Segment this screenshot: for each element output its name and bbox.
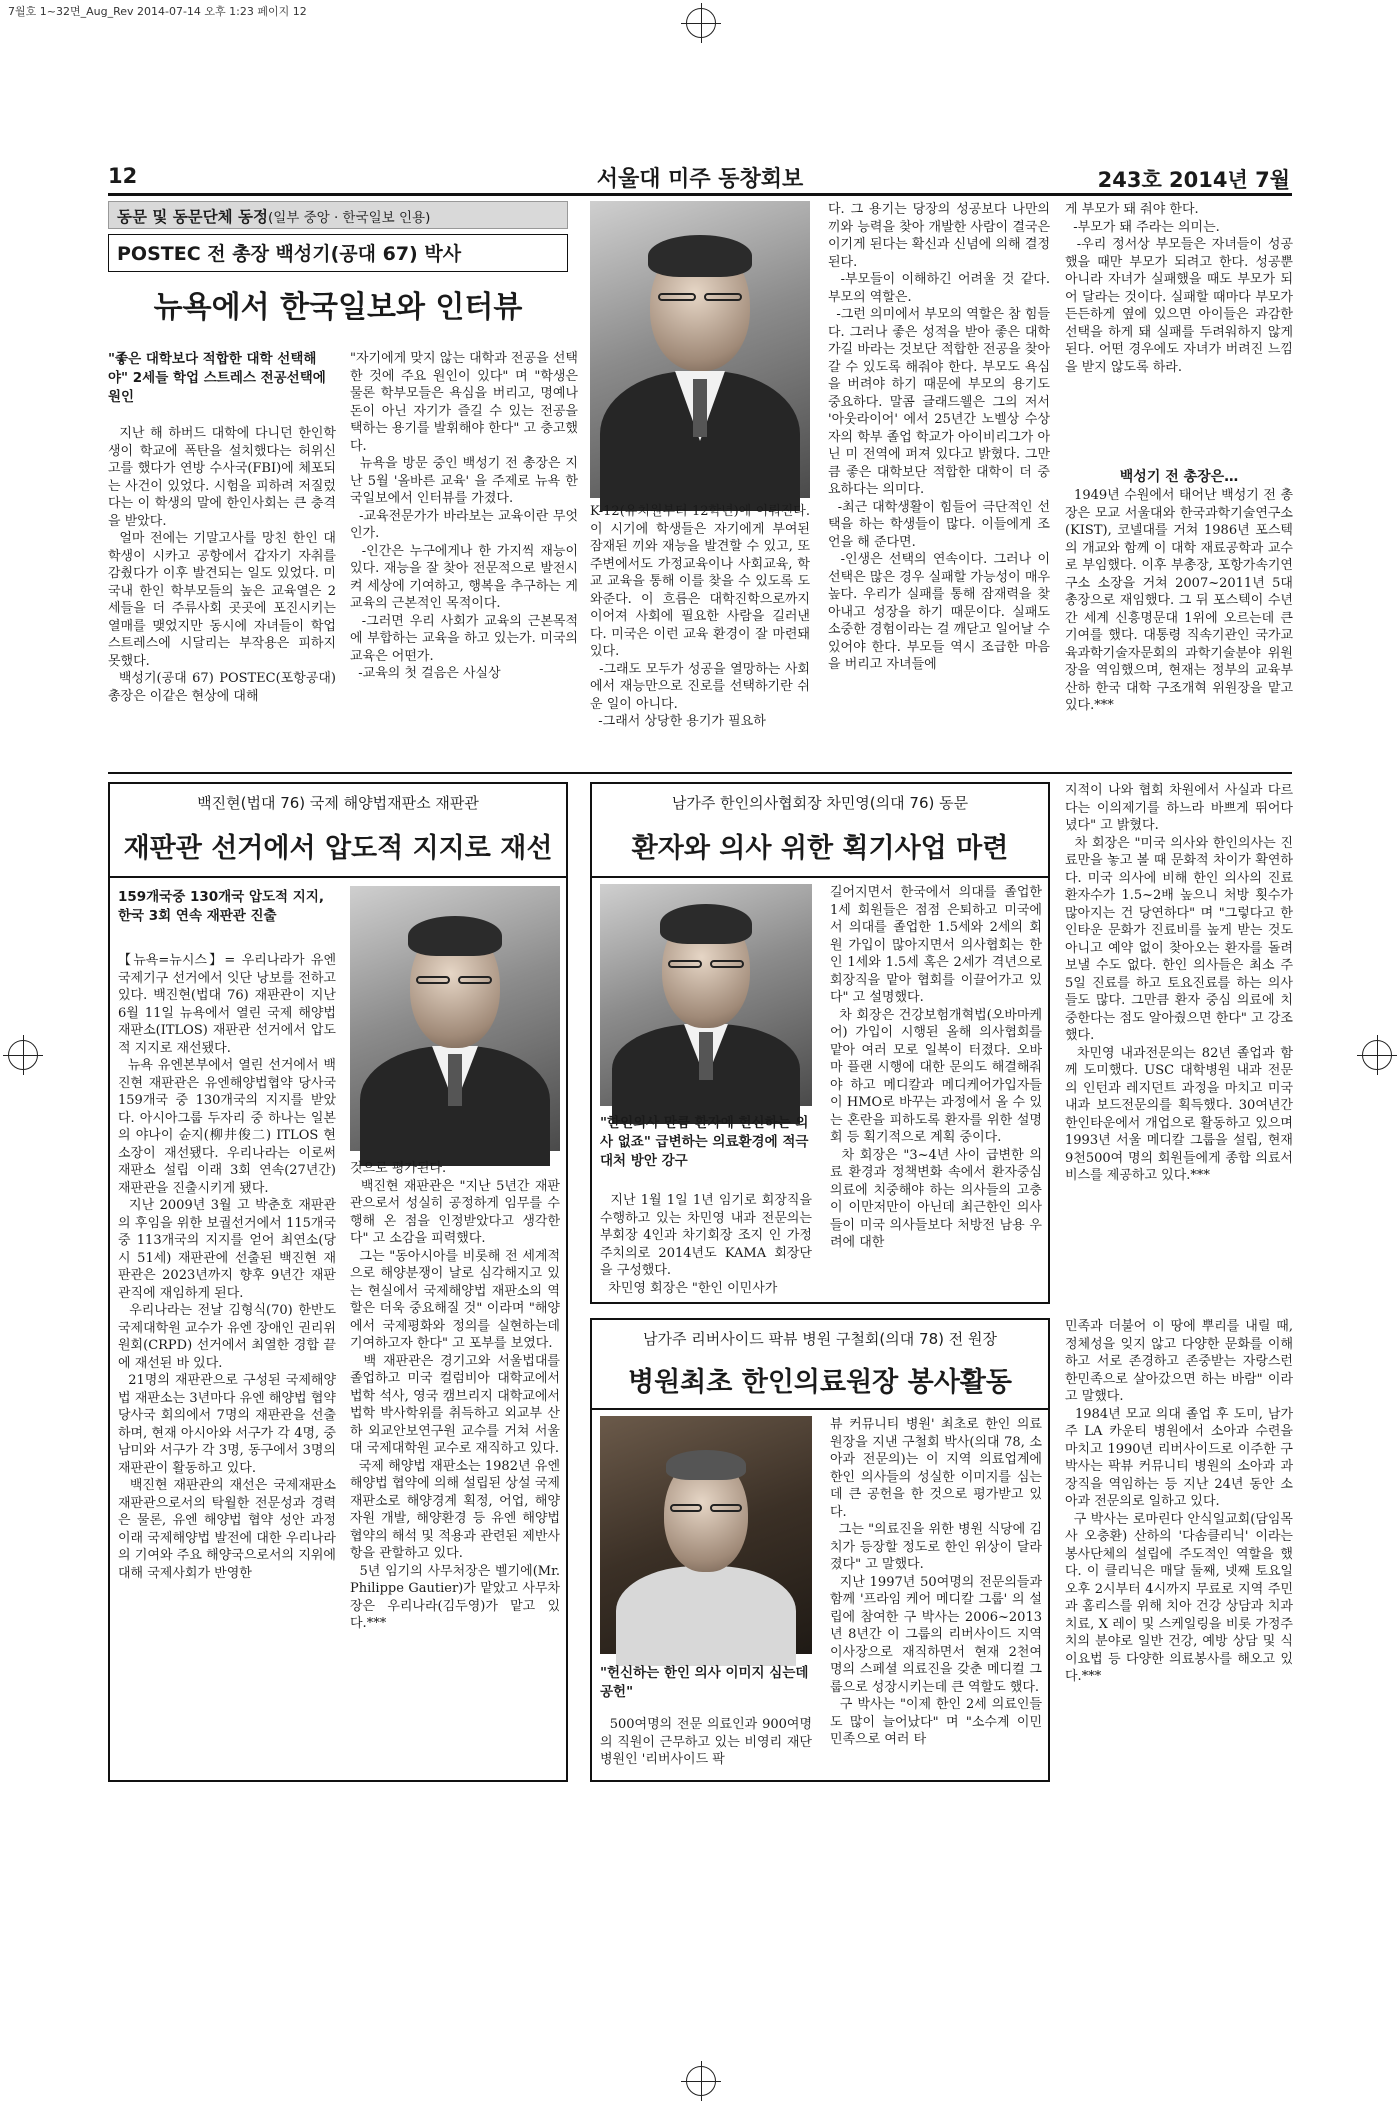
article1-col2: "자기에게 맞지 않는 대학과 전공을 선택한 것에 주요 원인이 있다" 며 "학생은 물론 학부모들은 욕심을 버리고, 명예나 돈이 아닌 자기가 즐길 수 있는 전공을 택하는 용기를 발휘해야 한다" 고 충고했다. 뉴욕을 방문 중인 백성기 전 총장은 지난 5월 '올바른 교육' 을 주제로 뉴욕 한국일보에서 인터뷰를 가졌다. -교육전문가가 바라보는 교육이란 무엇인가. -인간은 누구에게나 한 가지씩 재능이 있다. 재능을 잘 찾아 전문적으로 발전시켜 세상에 기여하고, 행복을 추구하는 게 교육의 근본적인 목적이다. -그러면 우리 사회가 교육의 근본목적에 부합하는 교육을 하고 있는가. 미국의 교육은 어떤가. -교육의 첫 걸음은 사실상 [350, 351, 579, 681]
article4-caption: "헌신하는 한인 의사 이미지 심는데 공헌" [600, 1665, 809, 1700]
section-label-text: 동문 및 동문단체 동정 [117, 208, 268, 226]
photo-figure [616, 1566, 796, 1666]
article3-headline: 환자와 의사 위한 획기사업 마련 [631, 833, 1009, 864]
article1-col1: 지난 해 하버드 대학에 다니던 한인학생이 학교에 폭탄을 설치했다는 허위신고를 했다가 연방 수사국(FBI)에 체포되는 사건이 있었다. 시험을 피하려 저질렀다는 이 학생의 말에 한인사회는 큰 충격을 받았다. 얼마 전에는 기말고사를 망친 한인 대학생이 시카고 공항에서 갑자기 자취를 감췄다가 이후 발견되는 일도 있었다. 미국내 한인 학부모들의 높은 교육열은 2세들을 더 주류사회 곳곳에 포진시키는 열매를 맺었지만 동시에 자녀들이 학업스트레스에 시달리는 부작용은 피하지 못했다. 백성기(공대 67) POSTEC(포항공대) 총장은 이같은 현상에 대해 [108, 426, 336, 704]
article2-kicker: 백진현(법대 76) 국제 해양법재판소 재판관 [197, 794, 479, 812]
section-source: (일부 중앙 · 한국일보 인용) [267, 210, 431, 226]
article1-col4: 다. 그 용기는 당장의 성공보다 나만의 끼와 능력을 찾아 개발한 사람이 결국은 이기게 된다는 확신과 신념에 의해 결정된다. -부모들이 이해하긴 어려울 것 같다. 부모의 역할은. -그런 의미에서 부모의 역할은 참 힘들다. 그러나 좋은 성적을 받아 좋은 대학 가길 바라는 것보단 적합한 전공을 찾아 갈 수 있도록 해줘야 한다. 부모도 욕심을 버려야 하기 때문에 부모의 용기도 중요하다. 말콤 글래드웰은 그의 저서 '아웃라이어' 에서 25년간 노벨상 수상자의 학부 졸업 학교가 아이비리그가 아닌 미 전역에 퍼져 있다고 밝혔다. 그만큼 좋은 대학보단 적합한 대학이 더 중요하다는 의미다. -최근 대학생활이 힘들어 극단적인 선택을 하는 학생들이 많다. 이들에게 조언을 해 준다면. -인생은 선택의 연속이다. 그러나 이 선택은 많은 경우 실패할 가능성이 매우 높다. 우리가 실패를 통해 잠재력을 찾아내고 성장을 하기 때문이다. 실패도 소중한 경험이라는 걸 깨닫고 일어날 수 있어야 한다. 부모들 역시 조급한 마음을 버리고 자녀들에 [828, 202, 1051, 672]
photo-figure [416, 976, 450, 984]
article2-lead: 159개국중 130개국 압도적 지지, 한국 3회 연속 재판관 진출 [118, 889, 324, 924]
registration-mark-icon [8, 1040, 38, 1070]
page-number: 12 [108, 164, 138, 188]
article4-col1: 500여명의 전문 의료인과 900여명의 직원이 근무하고 있는 비영리 재단 병원인 '리버사이드 팍 [600, 1717, 817, 1767]
article1-col5: 게 부모가 돼 줘야 한다. -부모가 돼 주라는 의미는. -우리 정서상 부모들은 자녀들이 성공했을 때만 부모가 되려고 한다. 성공뿐 아니라 자녀가 실패했을 때도 부모가 되어 달라는 것이다. 실패할 때마다 부모가 든든하게 옆에 있으면 아이들은 과감한 선택을 하게 돼 실패를 두려워하지 않게 된다. 어떤 경우에도 자녀가 버려진 느낌을 받지 않도록 하라. [1065, 202, 1294, 375]
photo-figure [648, 235, 752, 277]
article4-rule [590, 1408, 1050, 1410]
article1-lead: "좋은 대학보다 적합한 대학 선택해야" 2세들 학업 스트레스 전공선택에 원인 [108, 351, 326, 405]
print-slug: 7월호 1~32면_Aug_Rev 2014-07-14 오후 1:23 페이지 12 [8, 5, 307, 18]
publication-title: 서울대 미주 동창회보 [596, 167, 804, 192]
article3-rule [590, 876, 1050, 878]
photo-figure [699, 1032, 713, 1080]
photo-figure [666, 1450, 746, 1480]
article4-kicker: 남가주 리버사이드 팍뷰 병원 구철회(의대 78) 전 원장 [643, 1330, 997, 1348]
article1-bio-title: 백성기 전 총장은… [1119, 469, 1239, 485]
article3-col2: 길어지면서 한국에서 의대를 졸업한 1세 회원들은 점점 은퇴하고 미국에서 의대를 졸업한 1.5세와 2세의 회원 가입이 많아지면서 의사협회는 한인 1세와 1.5세 혹은 2세가 격년으로 회장직을 맡아 협회를 이끌어가고 있다" 고 설명했다. 차 회장은 건강보험개혁법(오바마케어) 가입이 시행된 올해 의사협회를 맡아 여러 모로 일복이 터졌다. 오바마 플랜 시행에 대한 문의도 해결해줘야 하고 메디칼과 메디케어가입자들이 HMO로 바꾸는 과정에서 올 수 있는 혼란을 피하도록 환자를 위한 설명회 등 획기적으로 계획 중이다. 차 회장은 "3~4년 사이 급변한 의료 환경과 정책변화 속에서 환자중심 의료에 치중해야 하는 의사들의 고충이 이만저만이 아닌데 최근한인 의사들이 미국 의사들보다 처방전 남용 우려에 대한 [830, 885, 1043, 1250]
article3-caption: "한인의사 만큼 환자에 헌신하는 의사 없죠" 급변하는 의료환경에 적극 대처 방안 강구 [600, 1115, 809, 1169]
article1-headline: 뉴욕에서 한국일보와 인터뷰 [153, 290, 523, 325]
article4-headline: 병원최초 한인의료원장 봉사활동 [628, 1367, 1012, 1398]
photo-baek-sungki [590, 201, 810, 498]
article3-kicker: 남가주 한인의사협회장 차민영(의대 76) 동문 [671, 794, 969, 812]
photo-figure [670, 1504, 702, 1512]
photo-figure [693, 379, 707, 437]
photo-cha-minyoung [600, 884, 812, 1106]
article1-col3: K-12(유치원부터 12학년)에 이뤄진다. 이 시기에 학생들은 자기에게 부여된 잠재된 끼와 재능을 발견할 수 있고, 또 주변에서도 가정교육이나 사회교육, 학교 교육을 통해 이를 찾을 수 있도록 도와준다. 이 흐름은 대학진학으로까지 이어져 사회에 필요한 사람을 길러낸다. 미국은 이런 교육 환경이 잘 마련돼 있다. -그래도 모두가 성공을 열망하는 사회에서 재능만으로 진로를 선택하기란 쉬운 일이 아니다. -그래서 상당한 용기가 필요하 [590, 504, 810, 729]
photo-figure [658, 293, 696, 301]
article1-kicker: POSTEC 전 총장 백성기(공대 67) 박사 [108, 234, 568, 272]
header-rule [108, 193, 1292, 196]
article2-rule [108, 876, 568, 878]
photo-figure [448, 1054, 462, 1106]
photo-figure [668, 960, 702, 968]
article4-col2: 뷰 커뮤니티 병원' 최초로 한인 의료원장을 지낸 구철회 박사(의대 78, 소아과 전문의)는 이 지역 의료업계에 한인 의사들의 성실한 이미지를 심는데 큰 공헌을 한 것으로 평가받고 있다. 그는 "의료진을 위한 병원 식당에 김치가 등장할 정도로 한인 위상이 달라졌다" 고 말했다. 지난 1997년 50여명의 전문의들과 함께 '프라임 케어 메디칼 그룹' 의 설립에 참여한 구 박사는 2006~2013년 8년간 이 그룹의 리버사이드 지역 이사장으로 재직하면서 현재 2천여 명의 스페셜 의료진을 갖춘 메디컬 그룹으로 성장시키는데 큰 역할도 했다. 구 박사는 "이제 한인 2세 의료인들도 많이 늘어났다" 며 "소수계 이민 민족으로 여러 타 [830, 1417, 1043, 1747]
article4-col3: 민족과 더불어 이 땅에 뿌리를 내릴 때, 정체성을 잊지 않고 다양한 문화를 이해하고 서로 존경하고 존중받는 자랑스런 한민족으로 살아갔으면 하는 바람" 이라고 말했다. 1984년 모교 의대 졸업 후 도미, 남가주 LA 카운티 병원에서 소아과 수련을 마치고 1990년 리버사이드로 이주한 구 박사는 팍뷰 커뮤니티 병원의 소아과 과장직을 역임하는 등 지난 24년 동안 소아과 전문의로 일하고 있다. 구 박사는 로마린다 안식일교회(담임목사 오충환) 산하의 '다솜클리닉' 이라는 봉사단체의 설립에 주도적인 역할을 했다. 이 클리닉은 매달 둘째, 넷째 토요일 오후 2시부터 4시까지 무료로 지역 주민과 홈리스를 위해 치아 건강 상담과 치과치료, X 레이 및 스케일링을 비롯 가정주치의 분야로 일반 건강, 예방 상담 및 식이요법 등 다양한 의료봉사를 해오고 있다.*** [1065, 1319, 1293, 1684]
photo-figure [408, 916, 502, 956]
section-divider [108, 772, 1292, 774]
article2-headline: 재판관 선거에서 압도적 지지로 재선 [123, 833, 553, 864]
article3-col3: 지적이 나와 협회 차원에서 사실과 다르다는 이의제기를 하느라 바쁘게 뛰어다녔다" 고 밝혔다. 차 회장은 "미국 의사와 한인의사는 진료만을 놓고 볼 때 문화적 차이가 확연하다. 미국 의사에 비해 한인 의사의 진료 환자수가 1.5~2배 높으니 처방 횟수가 많아지는 건 당연하다" 며 "그렇다고 한인타운 문화가 진료비를 높게 받는 것도 아니고 예약 없이 찾아오는 환자를 돌려보낼 수도 없다. 한인 의사들은 최소 주 5일 진료를 하고 토요진료를 하는 의사들도 많다. 그만큼 환자 중심 의료에 치중한다는 점도 알아줬으면 한다" 고 강조했다. 차민영 내과전문의는 82년 졸업과 함께 도미했다. USC 대학병원 내과 전문의 인턴과 레지던트 과정을 마치고 미국 내과 보드전문의를 획득했다. 30여년간 한인타운에서 개업으로 활동하고 있으며 1993년 서울 메디칼 그룹을 설립, 현재 9천500여 명의 회원들에게 종합 의료서비스를 제공하고 있다.*** [1065, 783, 1294, 1183]
photo-figure [710, 960, 744, 968]
photo-baek-jinhyun [350, 886, 560, 1151]
photo-figure [710, 1504, 742, 1512]
photo-koo-chulhoe [600, 1416, 812, 1654]
registration-mark-icon [1362, 1040, 1392, 1070]
registration-mark-icon [686, 2066, 716, 2096]
article2-col2: 것으로 평가된다. 백진현 재판관은 "지난 5년간 재판관으로서 성실히 공정하게 임무를 수행해 온 점을 인정받았다고 생각한다" 고 소감을 피력했다. 그는 "동아시아를 비롯해 전 세계적으로 해양분쟁이 날로 심각해지고 있는 현실에서 국제해양법 재판소의 역할은 더욱 중요해질 것" 이라며 "해양에서 국제평화와 정의를 실현하는데 기여하고자 한다" 고 포부를 보였다. 백 재판관은 경기고와 서울법대를 졸업하고 미국 컬럼비아 대학교에서 법학 석사, 영국 캠브리지 대학교에서 법학 박사학위를 취득하고 외교부 산하 외교안보연구원 교수를 거쳐 서울대 국제대학원 교수로 재직하고 있다. 국제 해양법 재판소는 1982년 유엔 해양법 협약에 의해 설립된 상설 국제재판소로 해양경계 획정, 어업, 해양자원 개발, 해양환경 등 유엔 해양법 협약의 해석 및 적용과 관련된 제반사항을 관할하고 있다. 5년 임기의 사무처장은 벨기에(Mr. Philippe Gautier)가 맡았고 사무차장은 우리나라(김두영)가 맡고 있다.*** [350, 1161, 561, 1631]
registration-mark-icon [686, 8, 716, 38]
issue-info: 243호 2014년 7월 [1097, 168, 1290, 192]
article2-col1: 【뉴욕=뉴시스】= 우리나라가 유엔 국제기구 선거에서 잇단 낭보를 전하고 있다. 백진현(법대 76) 재판관이 지난 6월 11일 뉴욕에서 열린 국제 해양법 재판소(ITLOS) 재판관 선거에서 압도적 지지로 재선됐다. 뉴욕 유엔본부에서 열린 선거에서 백진현 재판관은 유엔해양법협약 당사국 159개국 중 130개국의 지지를 받았다. 아시아그룹 두자리 중 하나는 일본의 야나이 슌지(柳井俊二) ITLOS 현 소장이 재선됐다. 우리나라는 이로써 재판소 설립 이래 3회 연속(27년간) 재판관을 진출시키게 됐다. 지난 2009년 3월 고 박춘호 재판관의 후임을 위한 보궐선거에서 115개국 중 113개국의 지지를 얻어 최연소(당시 51세) 재판관에 선출된 백진현 재판관은 2023년까지 향후 9년간 재판관직에 재임하게 된다. 우리나라는 전날 김형식(70) 한반도 국제대학원 교수가 유엔 장애인 권리위원회(CRPD) 선거에서 최열한 경합 끝에 재선된 바 있다. 21명의 재판관으로 구성된 국제해양법 재판소는 3년마다 유엔 해양법 협약 당사국 회의에서 7명의 재판관을 선출하며, 현재 아시아와 서구가 각 4명, 중남미와 서구가 각 3명, 동구에서 3명의 재판관이 활동하고 있다. 백진현 재판관의 재선은 국제재판소 재판관으로서의 탁월한 전문성과 경력은 물론, 유엔 해양법 협약 성안 과정 이래 국제해양법 발전에 대한 우리나라의 기여와 주요 해양국으로서의 지위에 대해 국제사회가 반영한 [118, 953, 337, 1581]
photo-figure [704, 293, 742, 301]
photo-figure [660, 904, 752, 944]
article1-bio: 1949년 수원에서 태어난 백성기 전 총장은 모교 서울대와 한국과학기술연구소(KIST), 코넬대를 거쳐 1986년 포스텍의 개교와 함께 이 대학 재료공학과 교수로 부임했다. 이후 부총장, 포항가속기연구소 소장을 거쳐 2007~2011년 5대 총장으로 재임했다. 그 뒤 포스텍이 수년간 세계 신흥명문대 1위에 오르는데 큰 기여를 했다. 대통령 직속기관인 국가교육과학기술자문회의 과학기술분야 위원장을 역임했으며, 현재는 정부의 교육부 산하 한국 대학 구조개혁 위원장을 맡고 있다.*** [1065, 488, 1298, 713]
photo-figure [458, 976, 492, 984]
section-label [108, 201, 568, 229]
article3-col1: 지난 1월 1일 1년 임기로 회장직을 수행하고 있는 차민영 내과 전문의는 부회장 4인과 차기회장 조지 인 가정주치의로 2014년도 KAMA 회장단을 구성했다. 차민영 회장은 "한인 이민사가 [600, 1193, 813, 1296]
